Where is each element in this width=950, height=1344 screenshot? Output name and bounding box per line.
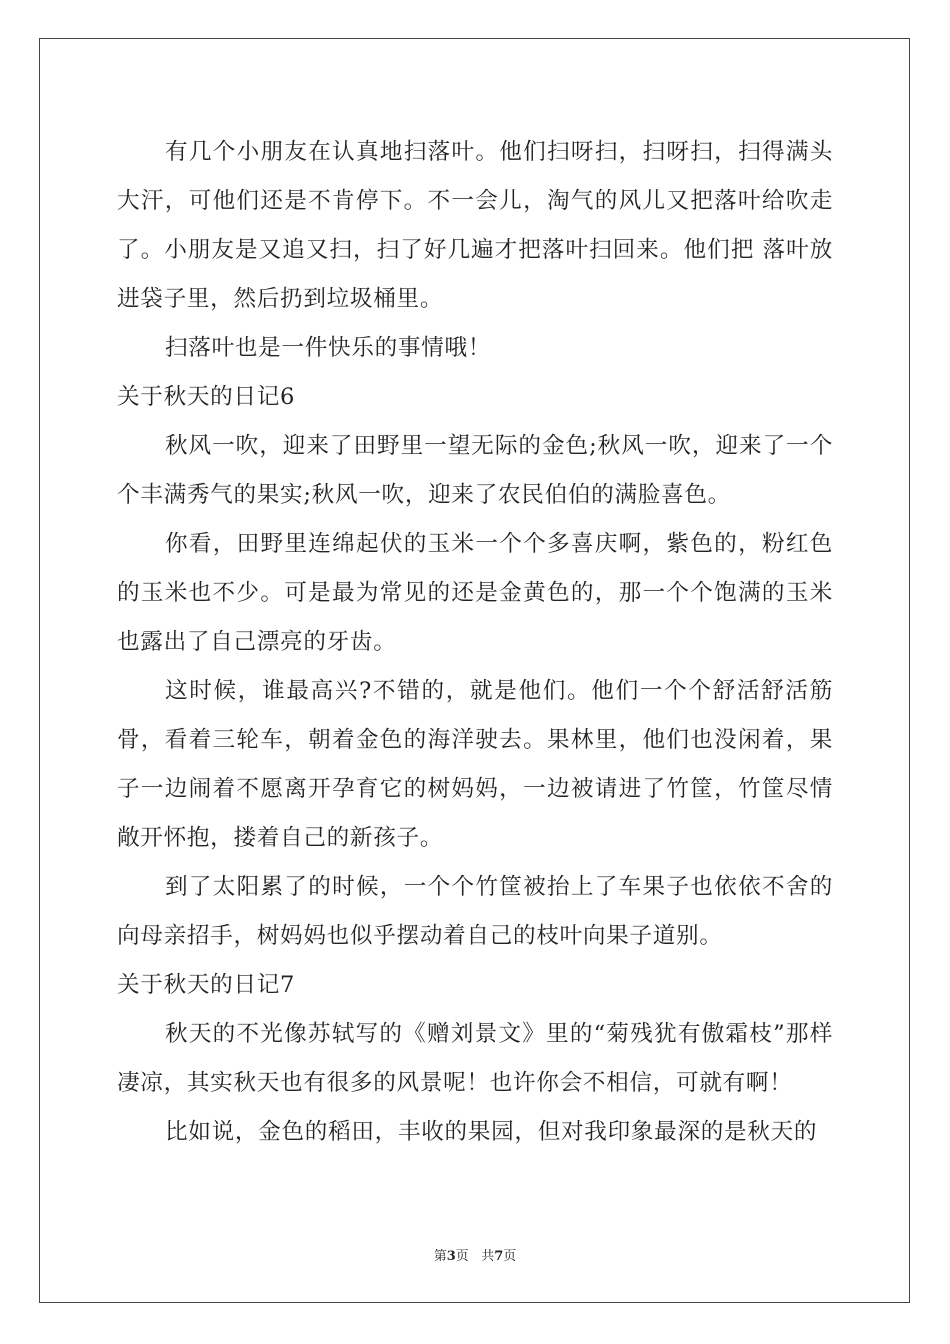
paragraph: 比如说，金色的稻田，丰收的果园，但对我印象最深的是秋天的 <box>165 1119 818 1145</box>
paragraph: 到了太阳累了的时候，一个个竹筐被抬上了车果子也依依不舍的向母亲招手，树妈妈也似乎摆动着自己的枝叶向果子道别。 <box>117 874 833 949</box>
paragraph: 秋天的不光像苏轼写的《赠刘景文》里的“菊残犹有傲霜枝”那样凄凉，其实秋天也有很多的风景呢！也许你会不相信，可就有啊！ <box>117 1021 833 1096</box>
document-body <box>117 128 833 1157</box>
paragraph: 有几个小朋友在认真地扫落叶。他们扫呀扫，扫呀扫，扫得满头大汗，可他们还是不肯停下。不一会儿，淘气的风儿又把落叶给吹走了。小朋友是又追又扫，扫了好几遍才把落叶扫回来。他们把 落叶放进袋子里，然后扔到垃圾桶里。 <box>117 139 833 312</box>
section-heading: 关于秋天的日记6 <box>117 384 296 410</box>
paragraph: 这时候，谁最高兴?不错的，就是他们。他们一个个舒活舒活筋骨，看着三轮车，朝着金色的海洋驶去。果林里，他们也没闲着，果子一边闹着不愿离开孕育它的树妈妈，一边被请进了竹筐，竹筐尽情敞开怀抱，搂着自己的新孩子。 <box>117 678 833 851</box>
current-page-number: 3 <box>446 1249 456 1264</box>
total-page-count: 7 <box>494 1249 504 1264</box>
footer-page-suffix: 页 <box>455 1249 469 1264</box>
paragraph: 扫落叶也是一件快乐的事情哦！ <box>165 335 492 361</box>
section-heading: 关于秋天的日记7 <box>117 972 296 998</box>
paragraph: 秋风一吹，迎来了田野里一望无际的金色;秋风一吹，迎来了一个个丰满秀气的果实;秋风一吹，迎来了农民伯伯的满脸喜色。 <box>117 433 833 508</box>
footer-total-prefix: 共 <box>481 1249 495 1264</box>
footer-prefix: 第 <box>433 1249 447 1264</box>
page-footer <box>0 1245 950 1264</box>
paragraph: 你看，田野里连绵起伏的玉米一个个多喜庆啊，紫色的，粉红色的玉米也不少。可是最为常见的还是金黄色的，那一个个饱满的玉米也露出了自己漂亮的牙齿。 <box>117 531 833 655</box>
footer-total-suffix: 页 <box>503 1249 517 1264</box>
